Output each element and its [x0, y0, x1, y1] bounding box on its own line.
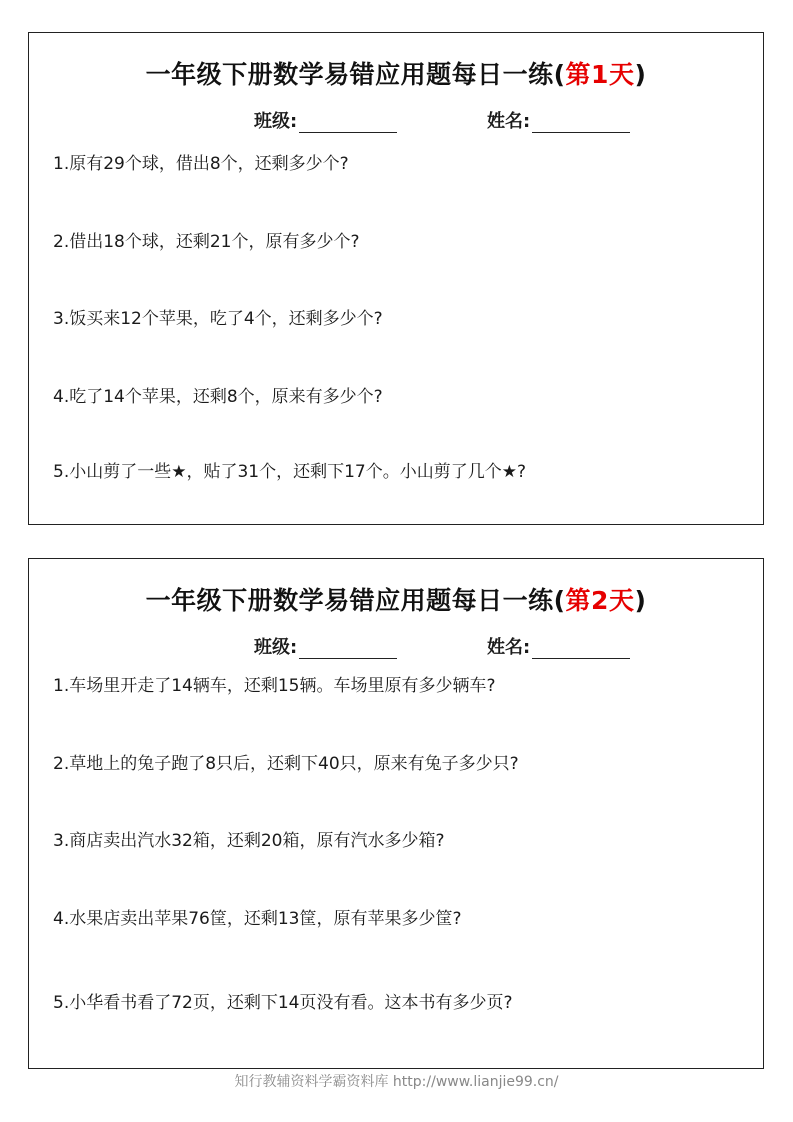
title-end: ) — [634, 60, 647, 89]
question-1: 1.原有29个球，借出8个，还剩多少个? — [53, 154, 349, 174]
question-4: 4.水果店卖出苹果76筐，还剩13筐，原有苹果多少筐? — [53, 909, 462, 929]
class-label: 班级: — [254, 637, 298, 658]
title-day: 第2天 — [565, 586, 635, 615]
student-info-row — [29, 633, 763, 657]
name-label: 姓名: — [487, 111, 531, 132]
name-label: 姓名: — [487, 637, 531, 658]
title-main: 一年级下册数学易错应用题每日一练( — [145, 586, 566, 615]
question-2: 2.草地上的兔子跑了8只后，还剩下40只，原来有兔子多少只? — [53, 754, 519, 774]
student-info-row — [29, 107, 763, 131]
title-day: 第1天 — [565, 60, 635, 89]
class-blank-line[interactable] — [299, 638, 397, 659]
question-2: 2.借出18个球，还剩21个，原有多少个? — [53, 232, 360, 252]
worksheet-title — [29, 581, 763, 617]
worksheet-title — [29, 55, 763, 91]
title-end: ) — [634, 586, 647, 615]
name-blank-line[interactable] — [532, 112, 630, 133]
name-field — [487, 107, 630, 133]
worksheet-day-1 — [28, 32, 764, 525]
worksheet-day-2 — [28, 558, 764, 1069]
question-5: 5.小华看书看了72页，还剩下14页没有看。这本书有多少页? — [53, 993, 513, 1013]
question-3: 3.商店卖出汽水32箱，还剩20箱，原有汽水多少箱? — [53, 831, 445, 851]
footer-watermark: 知行教辅资料学霸资料库 http://www.lianjie99.cn/ — [234, 1074, 559, 1090]
class-blank-line[interactable] — [299, 112, 397, 133]
class-field — [254, 107, 397, 133]
question-4: 4.吃了14个苹果，还剩8个，原来有多少个? — [53, 387, 383, 407]
class-field — [254, 633, 397, 659]
name-blank-line[interactable] — [532, 638, 630, 659]
class-label: 班级: — [254, 111, 298, 132]
name-field — [487, 633, 630, 659]
question-5: 5.小山剪了一些★，贴了31个，还剩下17个。小山剪了几个★? — [53, 462, 526, 482]
title-main: 一年级下册数学易错应用题每日一练( — [145, 60, 566, 89]
question-1: 1.车场里开走了14辆车，还剩15辆。车场里原有多少辆车? — [53, 676, 496, 696]
question-3: 3.饭买来12个苹果，吃了4个，还剩多少个? — [53, 309, 383, 329]
